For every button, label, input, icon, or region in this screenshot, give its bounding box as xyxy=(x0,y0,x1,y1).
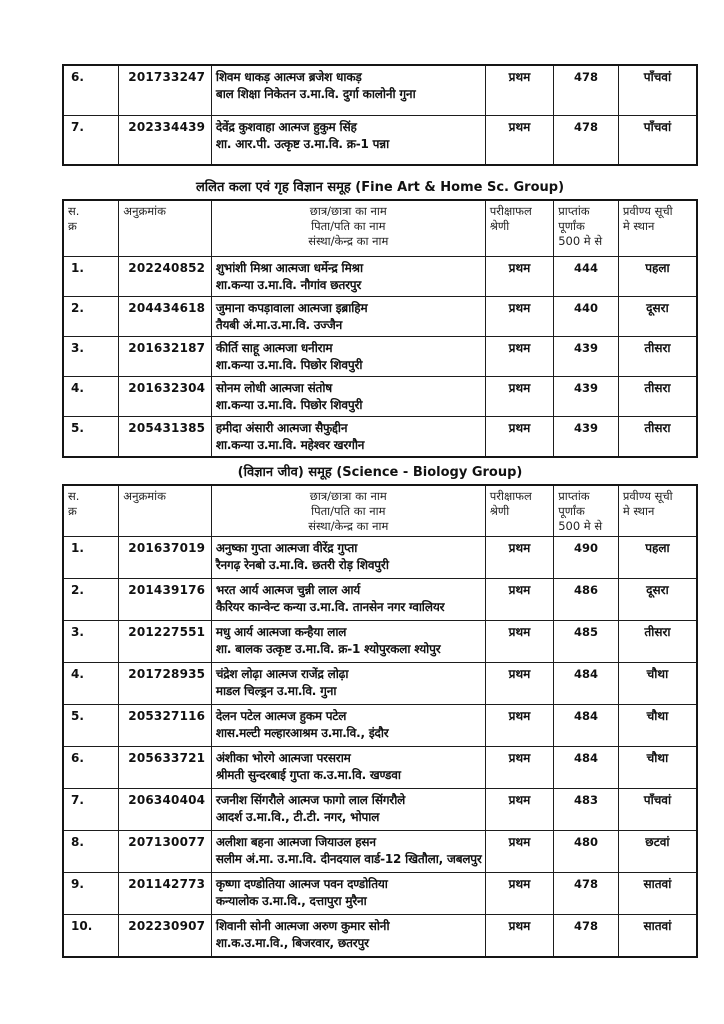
school-name: शा. आर.पी. उत्कृष्ट उ.मा.वि. क्र-1 पन्ना xyxy=(215,136,390,151)
school-name: शा.कन्या उ.मा.वि. पिछोर शिवपुरी xyxy=(215,357,363,372)
table-row xyxy=(63,296,697,336)
marks-cell: 478 xyxy=(554,915,619,957)
result-division-cell: प्रथम xyxy=(485,537,553,579)
merit-rank-cell: चौथा xyxy=(618,705,697,747)
merit-rank-cell: तीसरा xyxy=(618,376,697,416)
result-division-cell: प्रथम xyxy=(485,115,553,165)
roll-number-cell: 202240852 xyxy=(119,256,212,296)
marks-cell: 439 xyxy=(554,416,619,457)
school-name: आदर्श उ.मा.वि., टी.टी. नगर, भोपाल xyxy=(215,810,380,824)
roll-number-cell: 201142773 xyxy=(119,873,212,915)
header-marks: प्राप्तांक पूर्णांक 500 मे से xyxy=(554,200,619,256)
result-division-cell: प्रथम xyxy=(485,336,553,376)
student-name: अंशीका भोरगे आत्मजा परसराम xyxy=(215,751,351,765)
merit-rank-cell: छटवां xyxy=(618,831,697,873)
marks-cell: 439 xyxy=(554,376,619,416)
result-division-cell: प्रथम xyxy=(485,256,553,296)
result-division-cell: प्रथम xyxy=(485,376,553,416)
table-row xyxy=(63,663,697,705)
serial-cell: 5. xyxy=(63,416,119,457)
student-name: भरत आर्य आत्मज चुन्नी लाल आर्य xyxy=(215,583,361,597)
merit-rank-cell: सातवां xyxy=(618,915,697,957)
roll-number-cell: 201439176 xyxy=(119,579,212,621)
table-row xyxy=(63,416,697,457)
header-serial: स. क्र xyxy=(63,200,119,256)
school-name: कैरियर कान्वेन्ट कन्या उ.मा.वि. तानसेन नगर ग्वालियर xyxy=(215,600,445,614)
marks-cell: 484 xyxy=(554,705,619,747)
name-cell xyxy=(211,416,485,457)
roll-number-cell: 201637019 xyxy=(119,537,212,579)
school-name: शास.मल्टी मल्हारआश्रम उ.मा.वि., इंदौर xyxy=(215,726,389,740)
roll-number-cell: 201728935 xyxy=(119,663,212,705)
marks-cell: 484 xyxy=(554,663,619,705)
roll-number-cell: 201632304 xyxy=(119,376,212,416)
result-division-cell: प्रथम xyxy=(485,296,553,336)
school-name: श्रीमती सुन्दरबाई गुप्ता क.उ.मा.वि. खण्डवा xyxy=(215,768,401,782)
table-row xyxy=(63,747,697,789)
page-content xyxy=(62,64,698,958)
biology-group-title: (विज्ञान जीव) समूह (Science - Biology Group) xyxy=(237,464,523,480)
table-header-row xyxy=(63,485,697,537)
table-header-row xyxy=(63,200,697,256)
table-row xyxy=(63,621,697,663)
name-cell xyxy=(211,915,485,957)
student-name: शिवानी सोनी आत्मजा अरुण कुमार सोनी xyxy=(215,919,390,933)
marks-cell: 440 xyxy=(554,296,619,336)
header-name: छात्र/छात्रा का नाम पिता/पति का नाम संस्था/केन्द्र का नाम xyxy=(211,200,485,256)
serial-cell: 2. xyxy=(63,296,119,336)
header-roll-number: अनुक्रमांक xyxy=(119,485,212,537)
result-division-cell: प्रथम xyxy=(485,416,553,457)
student-name: जुमाना कपड़ावाला आत्मजा इब्राहिम xyxy=(215,300,368,315)
serial-cell: 7. xyxy=(63,115,119,165)
name-cell xyxy=(211,789,485,831)
serial-cell: 1. xyxy=(63,256,119,296)
header-merit-rank: प्रवीण्य सूची मे स्थान xyxy=(618,200,697,256)
merit-rank-cell: पहला xyxy=(618,537,697,579)
serial-cell: 10. xyxy=(63,915,119,957)
roll-number-cell: 202230907 xyxy=(119,915,212,957)
table-row xyxy=(63,256,697,296)
merit-rank-cell: पाँचवां xyxy=(618,115,697,165)
school-name: शा.कन्या उ.मा.वि. महेश्वर खरगौन xyxy=(215,437,365,452)
roll-number-cell: 201733247 xyxy=(119,65,212,115)
result-division-cell: प्रथम xyxy=(485,915,553,957)
header-merit-rank: प्रवीण्य सूची मे स्थान xyxy=(618,485,697,537)
header-result-division: परीक्षाफल श्रेणी xyxy=(485,485,553,537)
name-cell xyxy=(211,296,485,336)
school-name: शा.कन्या उ.मा.वि. नौगांव छतरपुर xyxy=(215,277,362,292)
table-row xyxy=(63,705,697,747)
serial-cell: 3. xyxy=(63,336,119,376)
table-row xyxy=(63,537,697,579)
roll-number-cell: 206340404 xyxy=(119,789,212,831)
merit-rank-cell: सातवां xyxy=(618,873,697,915)
table-row xyxy=(63,831,697,873)
marks-cell: 478 xyxy=(554,115,619,165)
name-cell xyxy=(211,256,485,296)
header-serial: स. क्र xyxy=(63,485,119,537)
header-marks: प्राप्तांक पूर्णांक 500 मे से xyxy=(554,485,619,537)
student-name: चंद्रेश लोढ़ा आत्मज राजेंद्र लोढ़ा xyxy=(215,667,349,681)
serial-cell: 4. xyxy=(63,376,119,416)
merit-rank-cell: चौथा xyxy=(618,663,697,705)
serial-cell: 6. xyxy=(63,747,119,789)
name-cell xyxy=(211,873,485,915)
name-cell xyxy=(211,537,485,579)
roll-number-cell: 201227551 xyxy=(119,621,212,663)
name-cell xyxy=(211,831,485,873)
header-roll-number: अनुक्रमांक xyxy=(119,200,212,256)
serial-cell: 5. xyxy=(63,705,119,747)
school-name: बाल शिक्षा निकेतन उ.मा.वि. दुर्गा कालोनी गुना xyxy=(215,87,416,101)
biology-table xyxy=(62,484,698,958)
school-name: शा. बालक उत्कृष्ट उ.मा.वि. क्र-1 श्योपुरकला श्योपुर xyxy=(215,642,441,656)
result-division-cell: प्रथम xyxy=(485,747,553,789)
table-row xyxy=(63,873,697,915)
header-result-division: परीक्षाफल श्रेणी xyxy=(485,200,553,256)
merit-rank-cell: पाँचवां xyxy=(618,65,697,115)
student-name: सोनम लोधी आत्मजा संतोष xyxy=(215,380,332,395)
merit-rank-cell: तीसरा xyxy=(618,336,697,376)
student-name: देलन पटेल आत्मज हुकम पटेल xyxy=(215,709,347,723)
table-row xyxy=(63,579,697,621)
marks-cell: 444 xyxy=(554,256,619,296)
result-division-cell: प्रथम xyxy=(485,831,553,873)
continuation-table xyxy=(62,64,698,166)
result-division-cell: प्रथम xyxy=(485,621,553,663)
roll-number-cell: 204434618 xyxy=(119,296,212,336)
merit-rank-cell: तीसरा xyxy=(618,416,697,457)
name-cell xyxy=(211,663,485,705)
serial-cell: 7. xyxy=(63,789,119,831)
roll-number-cell: 202334439 xyxy=(119,115,212,165)
name-cell xyxy=(211,376,485,416)
student-name: अलीशा बहना आत्मजा जियाउल हसन xyxy=(215,835,376,849)
fine-art-table xyxy=(62,199,698,458)
student-name: कृष्णा दण्डोतिया आत्मज पवन दण्डोतिया xyxy=(215,877,388,891)
marks-cell: 478 xyxy=(554,65,619,115)
student-name: देवेंद्र कुशवाहा आत्मज हुकुम सिंह xyxy=(215,119,357,134)
student-name: कीर्ति साहू आत्मजा धनीराम xyxy=(215,340,333,355)
student-name: अनुष्का गुप्ता आत्मजा वीरेंद्र गुप्ता xyxy=(215,541,358,555)
school-name: माडल चिल्ड्रन उ.मा.वि. गुना xyxy=(215,684,337,698)
marks-cell: 478 xyxy=(554,873,619,915)
roll-number-cell: 205327116 xyxy=(119,705,212,747)
student-name: मधु आर्य आत्मजा कन्हैया लाल xyxy=(215,625,347,639)
roll-number-cell: 207130077 xyxy=(119,831,212,873)
table-row xyxy=(63,336,697,376)
student-name: रजनीश सिंगरौले आत्मज फागो लाल सिंगरौले xyxy=(215,793,406,807)
school-name: कन्यालोक उ.मा.वि., दत्तापुरा मुरैना xyxy=(215,894,367,908)
merit-rank-cell: दूसरा xyxy=(618,579,697,621)
marks-cell: 485 xyxy=(554,621,619,663)
name-cell xyxy=(211,621,485,663)
table-row xyxy=(63,65,697,115)
merit-rank-cell: चौथा xyxy=(618,747,697,789)
marks-cell: 484 xyxy=(554,747,619,789)
serial-cell: 4. xyxy=(63,663,119,705)
table-row xyxy=(63,115,697,165)
school-name: तैयबी अं.मा.उ.मा.वि. उज्जैन xyxy=(215,317,343,332)
table-row xyxy=(63,789,697,831)
roll-number-cell: 205431385 xyxy=(119,416,212,457)
serial-cell: 8. xyxy=(63,831,119,873)
header-name: छात्र/छात्रा का नाम पिता/पति का नाम संस्था/केन्द्र का नाम xyxy=(211,485,485,537)
name-cell xyxy=(211,336,485,376)
marks-cell: 490 xyxy=(554,537,619,579)
result-division-cell: प्रथम xyxy=(485,789,553,831)
marks-cell: 486 xyxy=(554,579,619,621)
marks-cell: 480 xyxy=(554,831,619,873)
result-division-cell: प्रथम xyxy=(485,705,553,747)
result-division-cell: प्रथम xyxy=(485,65,553,115)
roll-number-cell: 205633721 xyxy=(119,747,212,789)
merit-rank-cell: तीसरा xyxy=(618,621,697,663)
table-row xyxy=(63,915,697,957)
serial-cell: 2. xyxy=(63,579,119,621)
merit-rank-cell: दूसरा xyxy=(618,296,697,336)
fine-art-group-title: ललित कला एवं गृह विज्ञान समूह (Fine Art & Home Sc. Group) xyxy=(195,180,565,195)
student-name: हमीदा अंसारी आत्मजा सैफुद्दीन xyxy=(215,420,348,435)
serial-cell: 1. xyxy=(63,537,119,579)
name-cell xyxy=(211,579,485,621)
school-name: सलीम अं.मा. उ.मा.वि. दीनदयाल वार्ड-12 खितौला, जबलपुर xyxy=(215,852,482,866)
name-cell xyxy=(211,705,485,747)
result-division-cell: प्रथम xyxy=(485,663,553,705)
merit-rank-cell: पहला xyxy=(618,256,697,296)
name-cell xyxy=(211,115,485,165)
table-row xyxy=(63,376,697,416)
roll-number-cell: 201632187 xyxy=(119,336,212,376)
marks-cell: 439 xyxy=(554,336,619,376)
name-cell xyxy=(211,65,485,115)
student-name: शुभांशी मिश्रा आत्मजा धर्मेन्द्र मिश्रा xyxy=(215,260,363,275)
merit-rank-cell: पाँचवां xyxy=(618,789,697,831)
serial-cell: 3. xyxy=(63,621,119,663)
marks-cell: 483 xyxy=(554,789,619,831)
school-name: शा.कन्या उ.मा.वि. पिछोर शिवपुरी xyxy=(215,397,363,412)
school-name: शा.क.उ.मा.वि., बिजरवार, छतरपुर xyxy=(215,936,369,950)
result-division-cell: प्रथम xyxy=(485,873,553,915)
school-name: रैनगढ़ रेनबो उ.मा.वि. छतरी रोड़ शिवपुरी xyxy=(215,558,389,572)
student-name: शिवम धाकड़ आत्मज ब्रजेश धाकड़ xyxy=(215,70,362,84)
name-cell xyxy=(211,747,485,789)
serial-cell: 9. xyxy=(63,873,119,915)
result-division-cell: प्रथम xyxy=(485,579,553,621)
serial-cell: 6. xyxy=(63,65,119,115)
